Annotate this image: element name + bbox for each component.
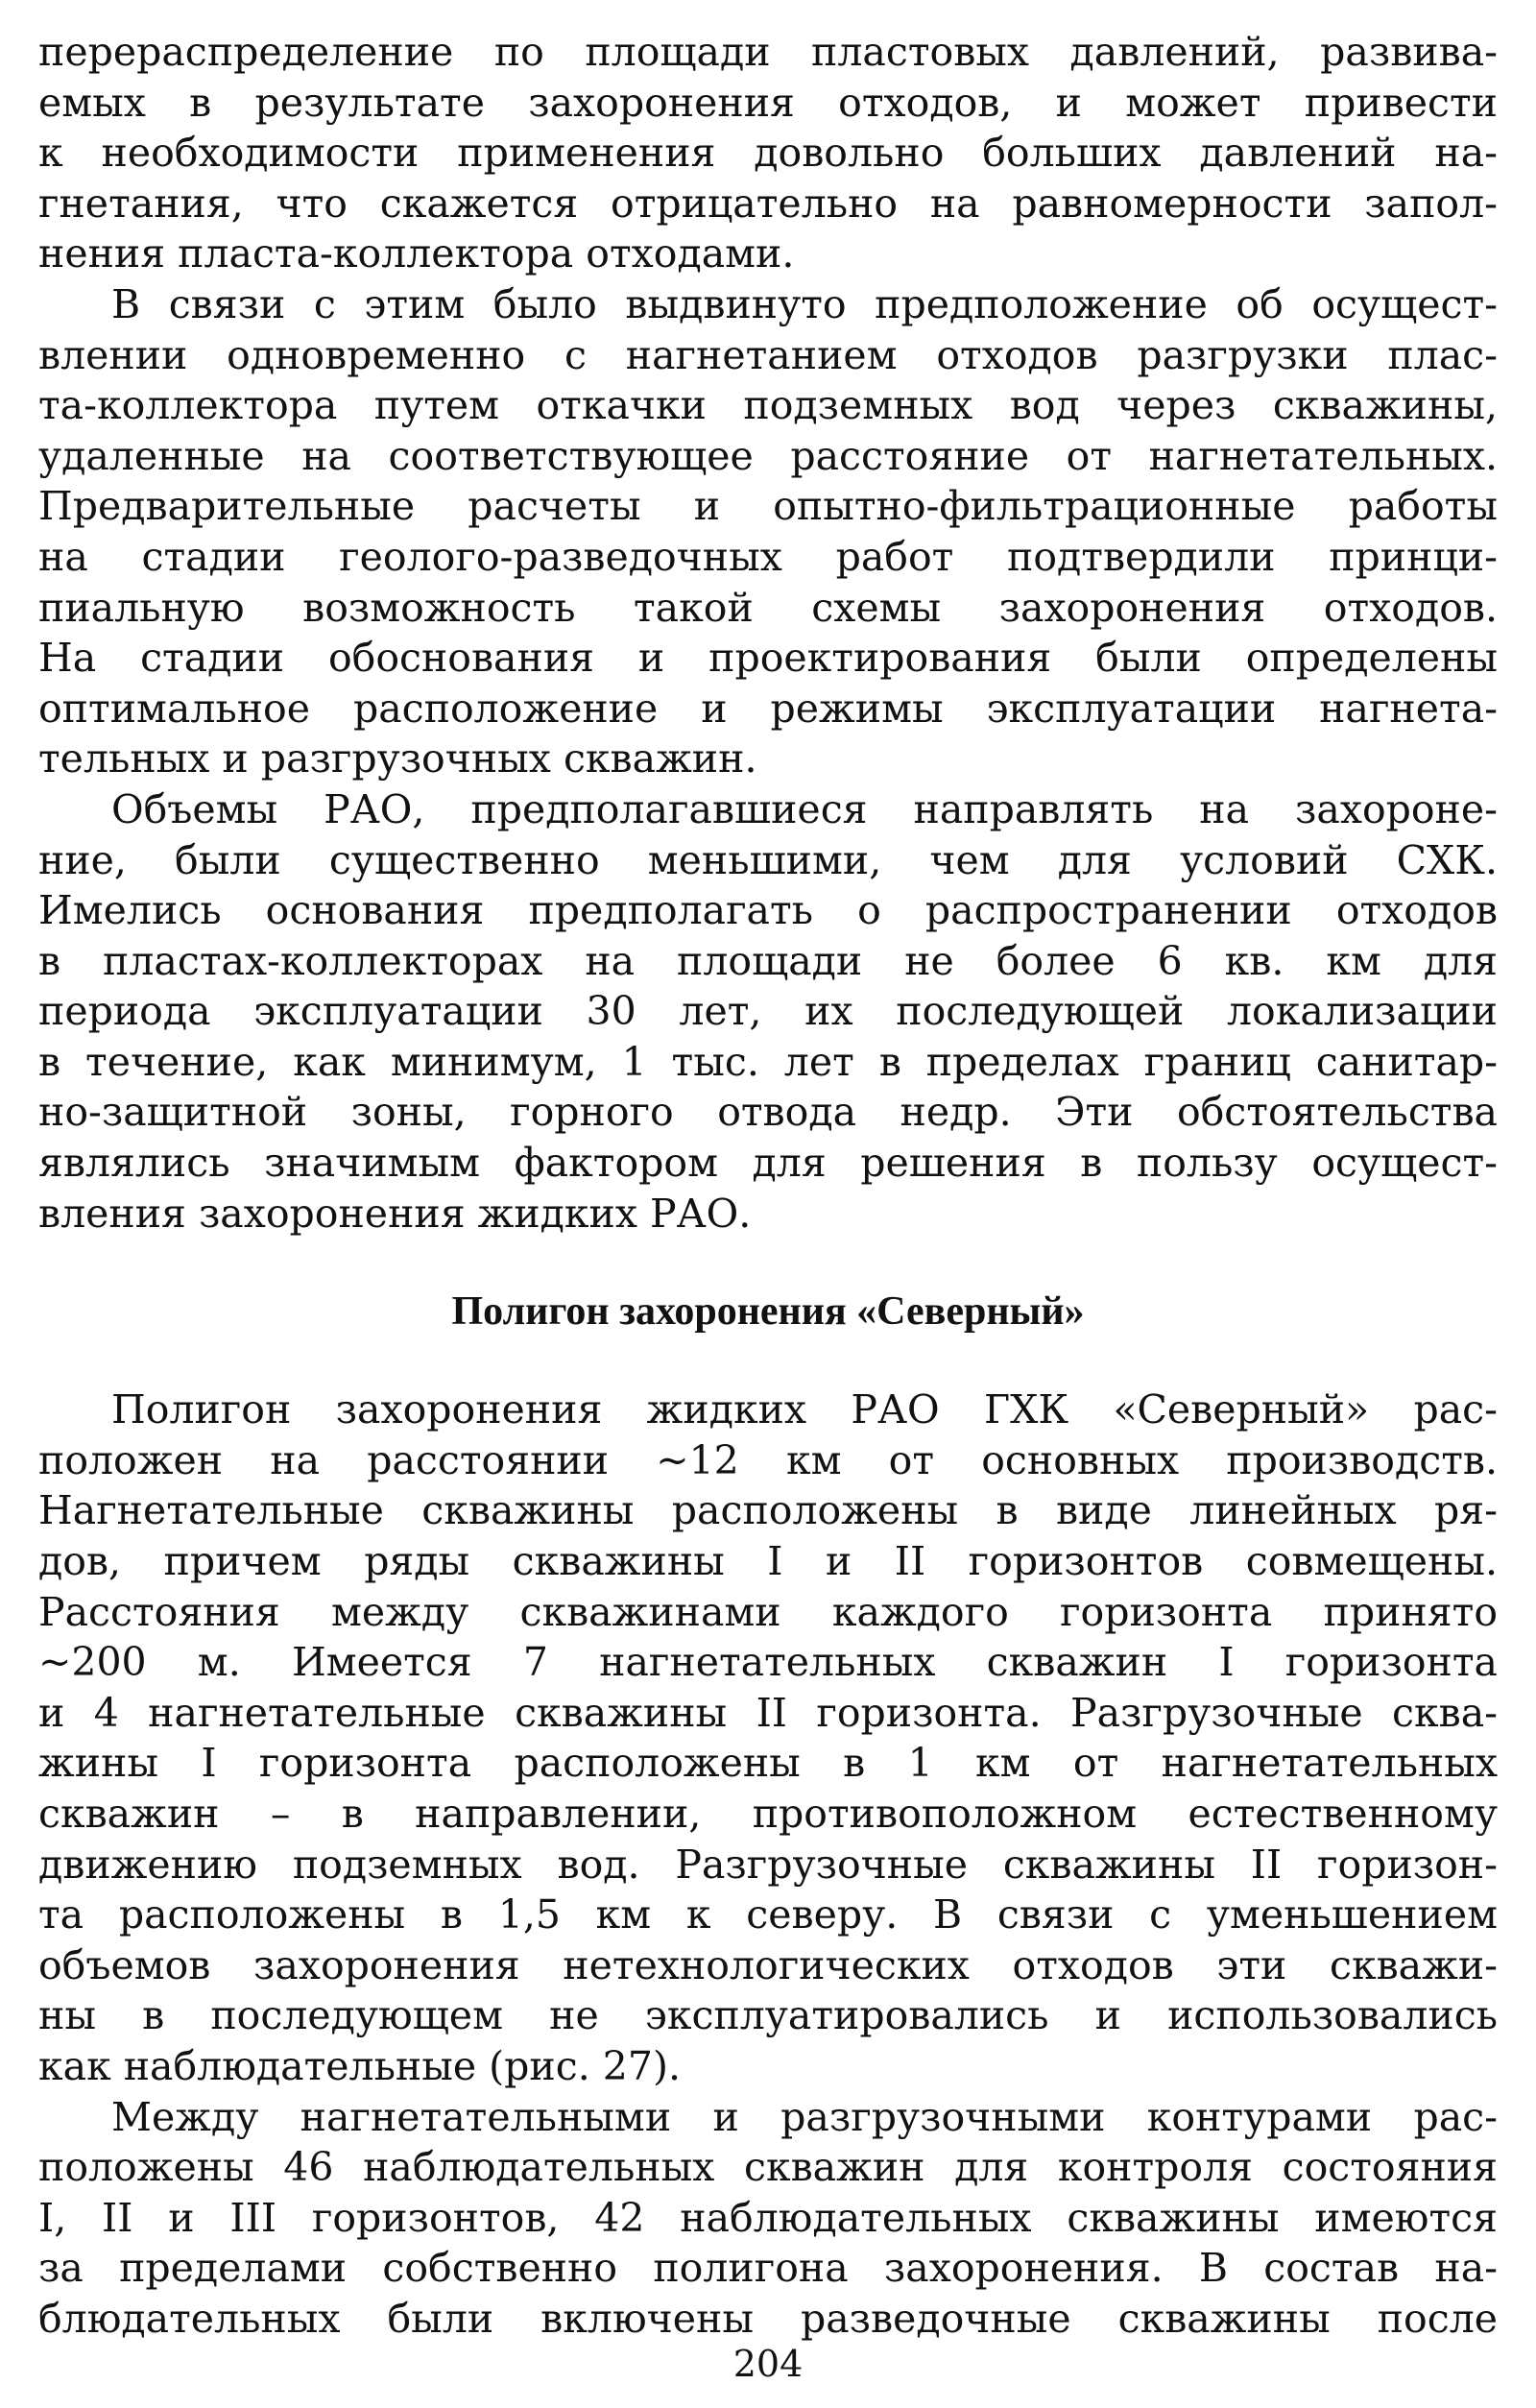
- text-line: удаленные на соответствующее расстояние от нагнетательных.: [38, 432, 1498, 479]
- text-line: являлись значимым фактором для решения в пользу осущест-: [38, 1140, 1498, 1187]
- text-line: Полигон захоронения жидких РАО ГХК «Северный» рас-: [111, 1386, 1498, 1433]
- text-line: Предварительные расчеты и опытно-фильтрационные работы: [38, 483, 1498, 530]
- text-line: но-защитной зоны, горного отвода недр. Эти обстоятельства: [38, 1089, 1498, 1136]
- paragraph: [38, 784, 1498, 1239]
- paragraph: [38, 279, 1498, 784]
- page-number: 204: [732, 2343, 804, 2385]
- section-heading: Полигон захоронения «Северный»: [451, 1289, 1085, 1335]
- text-line: за пределами собственно полигона захоронения. В состав на-: [38, 2245, 1498, 2292]
- text-line: ны в последующем не эксплуатировались и использовались: [38, 1992, 1498, 2039]
- text-line: в течение, как минимум, 1 тыс. лет в пределах границ санитар-: [38, 1038, 1498, 1085]
- text-line: блюдательных были включены разведочные скважины после: [38, 2295, 1498, 2342]
- paragraph: [38, 1385, 1498, 2091]
- text-line: I, II и III горизонтов, 42 наблюдательных скважины имеются: [38, 2194, 1498, 2241]
- text-line: гнетания, что скажется отрицательно на равномерности запол-: [38, 180, 1498, 227]
- text-line: положены 46 наблюдательных скважин для контроля состояния: [38, 2144, 1498, 2191]
- body-text-top: [38, 27, 1498, 1239]
- text-line: вления захоронения жидких РАО.: [38, 1190, 752, 1237]
- text-line: ние, были существенно меньшими, чем для условий СХК.: [38, 836, 1498, 883]
- text-line: Между нагнетательными и разгрузочными контурами рас-: [111, 2093, 1498, 2140]
- text-line: в пластах-коллекторах на площади не более 6 кв. км для: [38, 937, 1498, 984]
- text-line: на стадии геолого-разведочных работ подтвердили принци-: [38, 533, 1498, 580]
- text-line: дов, причем ряды скважины I и II горизонтов совмещены.: [38, 1538, 1498, 1585]
- text-line: оптимальное расположение и режимы эксплуатации нагнета-: [38, 685, 1498, 732]
- text-line: положен на расстоянии ~12 км от основных производств.: [38, 1436, 1498, 1483]
- text-line: Объемы РАО, предполагавшиеся направлять на захороне-: [111, 785, 1498, 832]
- text-line: ~200 м. Имеется 7 нагнетательных скважин I горизонта: [38, 1639, 1498, 1686]
- text-line: скважин – в направлении, противоположном естественному: [38, 1791, 1498, 1837]
- text-line: жины I горизонта расположены в 1 км от нагнетательных: [38, 1740, 1498, 1787]
- text-line: та-коллектора путем откачки подземных вод через скважины,: [38, 382, 1498, 429]
- text-line: объемов захоронения нетехнологических отходов эти скважи-: [38, 1941, 1498, 1988]
- text-line: Нагнетательные скважины расположены в виде линейных ря-: [38, 1487, 1498, 1534]
- text-line: На стадии обоснования и проектирования были определены: [38, 635, 1498, 682]
- text-line: Имелись основания предполагать о распространении отходов: [38, 887, 1498, 934]
- text-line: пиальную возможность такой схемы захоронения отходов.: [38, 584, 1498, 631]
- text-line: нения пласта-коллектора отходами.: [38, 230, 795, 277]
- text-line: и 4 нагнетательные скважины II горизонта. Разгрузочные сква-: [38, 1689, 1498, 1736]
- text-line: Расстояния между скважинами каждого горизонта принято: [38, 1588, 1498, 1635]
- text-line: периода эксплуатации 30 лет, их последующей локализации: [38, 988, 1498, 1035]
- text-line: влении одновременно с нагнетанием отходов разгрузки плас-: [38, 331, 1498, 378]
- paragraph: [38, 2092, 1498, 2345]
- text-line: как наблюдательные (рис. 27).: [38, 2042, 681, 2089]
- text-line: емых в результате захоронения отходов, и может привести: [38, 79, 1498, 126]
- text-line: В связи с этим было выдвинуто предположение об осущест-: [111, 280, 1498, 327]
- body-text-bottom: [38, 1385, 1498, 2344]
- text-line: перераспределение по площади пластовых давлений, развива-: [38, 29, 1498, 75]
- text-line: тельных и разгрузочных скважин.: [38, 735, 757, 783]
- text-line: движению подземных вод. Разгрузочные скважины II горизон-: [38, 1841, 1498, 1888]
- text-line: к необходимости применения довольно больших давлений на-: [38, 130, 1498, 177]
- paragraph: [38, 27, 1498, 279]
- text-line: та расположены в 1,5 км к северу. В связи с уменьшением: [38, 1891, 1498, 1938]
